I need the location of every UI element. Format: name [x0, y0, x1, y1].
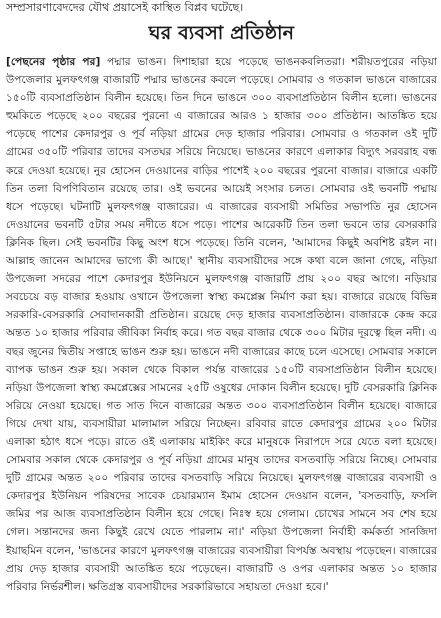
- article-headline: ঘর ব্যবসা প্রতিষ্ঠান: [148, 22, 295, 44]
- continued-from-back-page-label: [পেছনের পৃষ্ঠার পর]: [6, 56, 101, 68]
- article-body: [6, 53, 437, 596]
- article-body-text: পদ্মার ভাঙন। দিশাহারা হয়ে পড়েছে ভাঙনকবলিতরা। শরীয়তপুরের নড়িয়া উপজেলার মুলফৎগঞ্জ বাজারটি পদ্মার ভাঙনের কবলে পড়েছে। সোমবার ও গতকাল ভাঙনে বাজারের ১৫০টি ব্যবসাপ্রতিষ্ঠান বিলীন হয়েছে। তিন দিনে ভাঙনে ৩০০ ব্যবসাপ্রতিষ্ঠান বিলীন হলো। ভাঙনের হুমকিতে পড়েছে ২০০ বছরের পুরনো এ বাজারের আরও ১ হাজার ৩০০ প্রতিষ্ঠান। আতঙ্কিত হয়ে পড়েছে পাশের কেদারপুর ও পূর্ব নড়িয়া গ্রামের দেড় হাজার পরিবার। সোমবার ও গতকাল ওই দুটি গ্রামের ৩৫০টি পরিবার তাদের বসতঘর সরিয়ে নিয়েছে। ভাঙনের কারণে এলাকার বিদ্যুৎ সরবরাহ বন্ধ করে দেওয়া হয়েছে। নুর হোসেন দেওয়ানের বাড়ির পাশেই ২০০ বছরের পুরনো বাজার। বাজারে একটি তিন তলা বিপণিবিতান রয়েছে তার। ওই ভবনের আয়েই সংসার চলত। সোমবার ওই ভবনটি পদ্মায় ধসে পড়েছে। ঘটনাটি মুলফৎগঞ্জ বাজারের। এ বাজারের ব্যবসায়ী সমিতির সভাপতি নুর হোসেন দেওয়ানের ভবনটি ৫টার সময় নদীতে ধসে পড়ে। পাশের আরেকটি তিন তলা ভবনে তার বেসরকারি ক্লিনিক ছিল। সেই ভবনটির কিছু অংশ ধসে পড়েছে। তিনি বলেন, 'আমাদের কিছুই অবশিষ্ট রইল না। আল্লাহ জানেন আমাদের ভাগ্যে কী আছে।' স্থানীয় ব্যবসায়ীদের সঙ্গে কথা বলে জানা গেছে, নড়িয়া উপজেলা সদরের পাশে কেদারপুর ইউনিয়নে মুলফৎগঞ্জ বাজারটি প্রায় ২০০ বছর আগে। নড়িয়ার সবচেয়ে বড় বাজার হওয়ায় ওখানে উপজেলা স্বাস্থ্য কমপ্লেক্স নির্মাণ করা হয়। বাজারে রয়েছে বিভিন্ন সরকারি-বেসরকারি সেবাদানকারী প্রতিষ্ঠান। রয়েছে দেড় হাজার ব্যবসাপ্রতিষ্ঠান। বাজারকে কেন্দ্র করে অন্তত ১০ হাজার পরিবার জীবিকা নির্বাহ করে। গত বছর বাজার থেকে ৩০০ মিটার দূরত্বে ছিল নদী। এ বছর জুনের দ্বিতীয় সপ্তাহে ভাঙন শুরু হয়। ভাঙনে নদী বাজারের কাছে চলে এসেছে। সোমবার সকালে ব্যাপক ভাঙন শুরু হয়। সকাল থেকে বিকাল পর্যন্ত বাজারের ১৫০টি ব্যবসাপ্রতিষ্ঠান বিলীন হয়েছে। নড়িয়া উপজেলা স্বাস্থ্য কমপ্লেক্সের সামনের ২৫টি ওষুধের দোকান বিলীন হয়েছে। দুটি বেসরকারি ক্লিনিক সরিয়ে নেওয়া হয়েছে। গত সাত দিনে বাজারের অন্তত ৩০০ ব্যবসাপ্রতিষ্ঠান বিলীন হয়েছে। বাজারে গিয়ে দেখা যায়, ব্যবসায়ীরা মালামাল সরিয়ে নিচ্ছেন। রবিবার রাতে কেদারপুর গ্রামের ২০০ মিটার এলাকা হঠাৎ ধসে পড়ে। রাতে ওই এলাকায় মাইকিং করে মানুষকে নিরাপদে সরে যেতে বলা হয়েছে। সোমবার সকাল থেকে কেদারপুর ও পূর্ব নড়িয়া গ্রামের মানুষ তাদের বসতবাড়ি সরিয়ে নিচ্ছে। সোমবার দুটি গ্রামের অন্তত ২০০ পরিবার তাদের বসতবাড়ি সরিয়ে নিয়েছে। মুলফৎগঞ্জ বাজারের ব্যবসায়ী ও কেদারপুর ইউনিয়ন পরিষদের সাবেক চেয়ারম্যান ইমাম হোসেন দেওয়ান বলেন, 'বসতবাড়ি, ফসলি জমির পর আজ ব্যবসাপ্রতিষ্ঠান বিলীন হয়ে গেছে। নিঃস্ব হয়ে গেলাম। চোখের সামনে সব শেষ হয়ে গেল। সন্তানদের জন্য কিছুই রেখে যেতে পারলাম না।' নড়িয়া উপজেলা নির্বাহী কর্মকর্তা সানজিদা ইয়াছমিন বলেন, 'ভাঙনের কারণে মুলফৎগঞ্জ বাজারের ব্যবসায়ীরা বিপর্যস্ত অবস্থায় পড়েছেন। বাজারের প্রায় দেড় হাজার ব্যবসায়ী আতঙ্কিত হয়ে পড়েছেন। বাজারটি ও ওপর এলাকার অন্তত ১০ হাজার পরিবার নির্ভরশীল। ক্ষতিগ্রস্ত ব্যবসায়ীদের সরকারিভাবে সহায়তা দেওয়া হবে।': [6, 56, 437, 593]
- previous-article-tail: সম্প্রসারণাবেদদের যৌথ প্রয়াসেই কাস্থিত বিপ্লব ঘটেছে।: [6, 1, 244, 14]
